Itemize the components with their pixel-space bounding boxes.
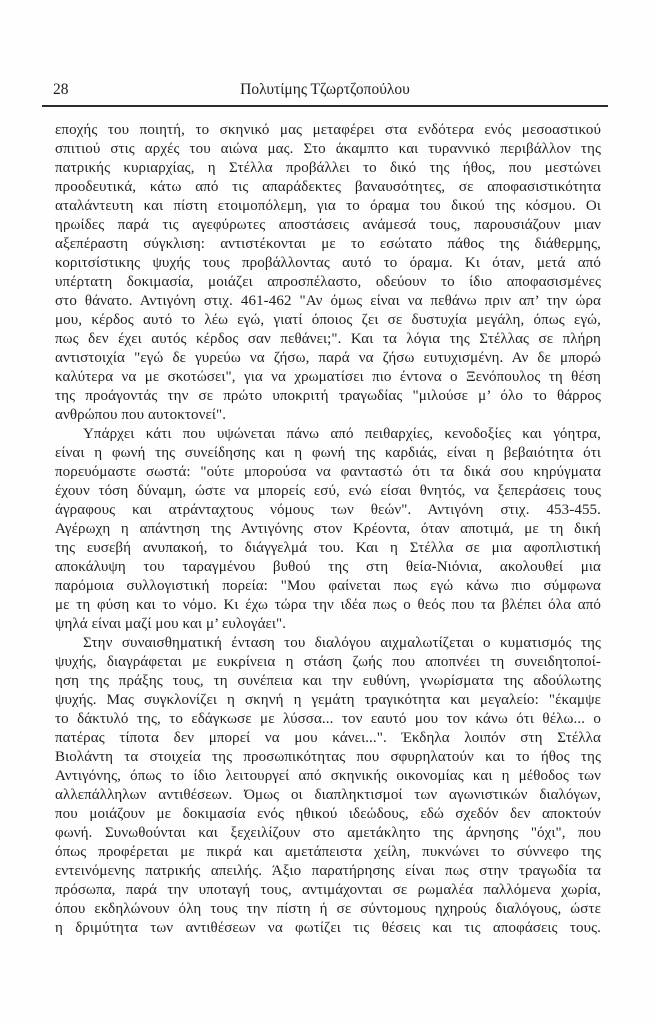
text-line: μου, κέρδος αυτό το λέω εγώ, γιατί όποιος ζει σε δυστυχία μεγάλη, όπως εγώ, [55, 312, 601, 328]
text-line: καλύτερα να με σκοτώσει", για να χρωματίσει πιο έντονα ο Ξενόπουλος τη θέση [55, 369, 601, 385]
text-line: φωνή. Συνωθούνται και ξεχειλίζουν στο αμετάκλητο της άρνησης "όχι", που [55, 825, 601, 841]
running-header-title: Πολυτίμης Τζωρτζοπούλου [240, 81, 410, 98]
text-line: ψυχής, διαγράφεται με ευκρίνεια η στάση ζωής που αποπνέει τη συνειδητοποί- [55, 654, 601, 670]
text-line: Αγέρωχη η απάντηση της Αντιγόνης στον Κρέοντα, όταν αποτιμά, με τη δική [55, 521, 601, 537]
text-line: με τη φύση και το νόμο. Κι έχω τώρα την ιδέα πως ο θεός που τα βλέπει όλα από [55, 597, 601, 613]
text-line: ψυχής. Μας συγκλονίζει η σκηνή η γεμάτη τραγικότητα και μεγαλείο: "έκαμψε [55, 692, 601, 708]
text-line: της ευσεβή ανυπακοή, το διάγγελμά του. Και η Στέλλα σε μια αφοπλιστική [55, 540, 601, 556]
text-line: προοδευτικά, κάτω από τις απαράδεκτες βαναυσότητες, σε αποφασιστικότητα [55, 179, 601, 195]
paragraph [55, 634, 601, 938]
text-line: αταλάντευτη και πίστη ετοιμοπόλεμη, για το όραμα του δικού της κόσμου. Οι [55, 198, 601, 214]
text-line: κοριτσίστικης ψυχής τους προβάλλοντας αυτό το όραμα. Κι όταν, μετά από [55, 255, 601, 271]
text-line: όπου εκδηλώνουν όλη τους την πίστη ή σε σύντομους ηχηρούς διαλόγους, ώστε [55, 901, 601, 917]
text-line: σπιτιού στις αρχές του αιώνα μας. Στο άκαμπτο και τυραννικό περιβάλλον της [55, 141, 601, 157]
text-line: το δάκτυλό της, το εδάγκωσε με λύσσα... τον εαυτό μου τον κάνω ότι θέλω... ο [55, 711, 601, 727]
text-line: εποχής του ποιητή, το σκηνικό μας μεταφέρει στα ενδότερα ενός μεσοαστικού [55, 122, 601, 138]
text-line: αποκάλυψη του ταραγμένου βυθού της στη θεία-Νιόνια, ακολουθεί μια [55, 559, 601, 575]
text-line: πατρικής κυριαρχίας, η Στέλλα προβάλλει το δικό της ήθος, που μεστώνει [55, 160, 601, 176]
text-line: αλλεπάλληλων αντιθέσεων. Όμως οι διαπληκτισμοί των αγωνιστικών διαλόγων, [55, 787, 601, 803]
text-line: παρόμοια συλλογιστική πορεία: "Μου φαίνεται πως εγώ κάνω πιο σύμφωνα [55, 578, 601, 594]
text-line: Στην συναισθηματική ένταση του διαλόγου αιχμαλωτίζεται ο κυματισμός της [83, 635, 601, 651]
text-line: αξεπέραστη σύγκλιση: αντιστέκονται με το εσώτατο πάθος της διάθερμης, [55, 236, 601, 252]
text-line: Αντιγόνης, όπως το ίδιο λειτουργεί από σκηνικής οικονομίας και η μέθοδος των [55, 768, 601, 784]
paragraph [55, 425, 601, 634]
text-line: ψηλά είναι μαζί μου και μ’ ευλογάει". [55, 616, 287, 632]
text-line: ανθρώπου που αυτοκτονεί". [55, 407, 227, 423]
text-line: αντιστοιχία "εγώ δε γυρεύω να ζήσω, παρά να ζήσω ευτυχισμένη. Αν δε μπορώ [55, 350, 601, 366]
text-line: Υπάρχει κάτι που υψώνεται πάνω από πειθαρχίες, κενοδοξίες και γόητρα, [83, 426, 601, 442]
text-line: ηση της πράξης τους, τη συνέπεια και την ευθύνη, γνωρίσματα της αδούλωτης [55, 673, 601, 689]
text-line: έχουν τόση δύναμη, ώστε να μπορείς εσύ, ενώ είσαι θνητός, να ξεπεράσεις τους [55, 483, 601, 499]
text-line: υπέρτατη δοκιμασία, μοιάζει απροσπέλαστο, οδεύουν το ίδιο αποφασισμένες [55, 274, 601, 290]
text-line: πως δεν έχει αυτός κέρδος σαν πεθάνει;". Και τα λόγια της Στέλλας σε πλήρη [55, 331, 601, 347]
text-line: Βιολάντη τα στοιχεία της προσωπικότητας που σφυρηλατούν και το ήθος της [55, 749, 601, 765]
text-line: πατέρας τίποτα δεν μπορεί να μου κάνει...". Έκδηλα λοιπόν στη Στέλλα [55, 730, 601, 746]
paragraph [55, 121, 601, 425]
text-line: η δριμύτητα των αντιθέσεων να φωτίζει τις θέσεις και τις αποφάσεις τους. [55, 920, 601, 936]
text-block [55, 121, 601, 938]
text-line: της προάγοντάς την σε πρώτο υποκριτή τραγωδίας "μιλούσε μ’ όλο το θάρρος [55, 388, 601, 404]
text-line: είναι η φωνή της συνείδησης και η φωνή της καρδιάς, είναι η βεβαιότητα ότι [55, 445, 601, 461]
text-line: άγραφους και ατράνταχτους νόμους των θεών". Αντιγόνη στιχ. 453-455. [55, 502, 601, 518]
text-line: στο θάνατο. Αντιγόνη στιχ. 461-462 "Αν όμως είναι να πεθάνω πριν απ’ την ώρα [55, 293, 601, 309]
text-line: εντεινόμενης πατρικής απειλής. Άξιο παρατήρησης είναι πως στην τραγωδία τα [55, 863, 601, 879]
text-line: ηρωίδες παρά τις αγεφύρωτες αποστάσεις ανάμεσά τους, παρουσιάζουν μιαν [55, 217, 601, 233]
text-line: που μοιάζουν με δοκιμασία ενός ηθικού ιδεώδους, εδώ σχεδόν δεν αποκτούν [55, 806, 601, 822]
text-line: όπως προφέρεται με πικρά και αμετάπειστα χείλη, πυκνώνει το σύννεφο της [55, 844, 601, 860]
running-header [42, 82, 608, 107]
page-number: 28 [53, 81, 69, 98]
text-line: πορευόμαστε σωστά: "ούτε μπορούσα να φανταστώ ότι τα δικά σου κηρύγματα [55, 464, 601, 480]
text-line: πρόσωπα, παρά την υποταγή τους, αντιμάχονται σε ρωμαλέα παλλόμενα χωρία, [55, 882, 601, 898]
